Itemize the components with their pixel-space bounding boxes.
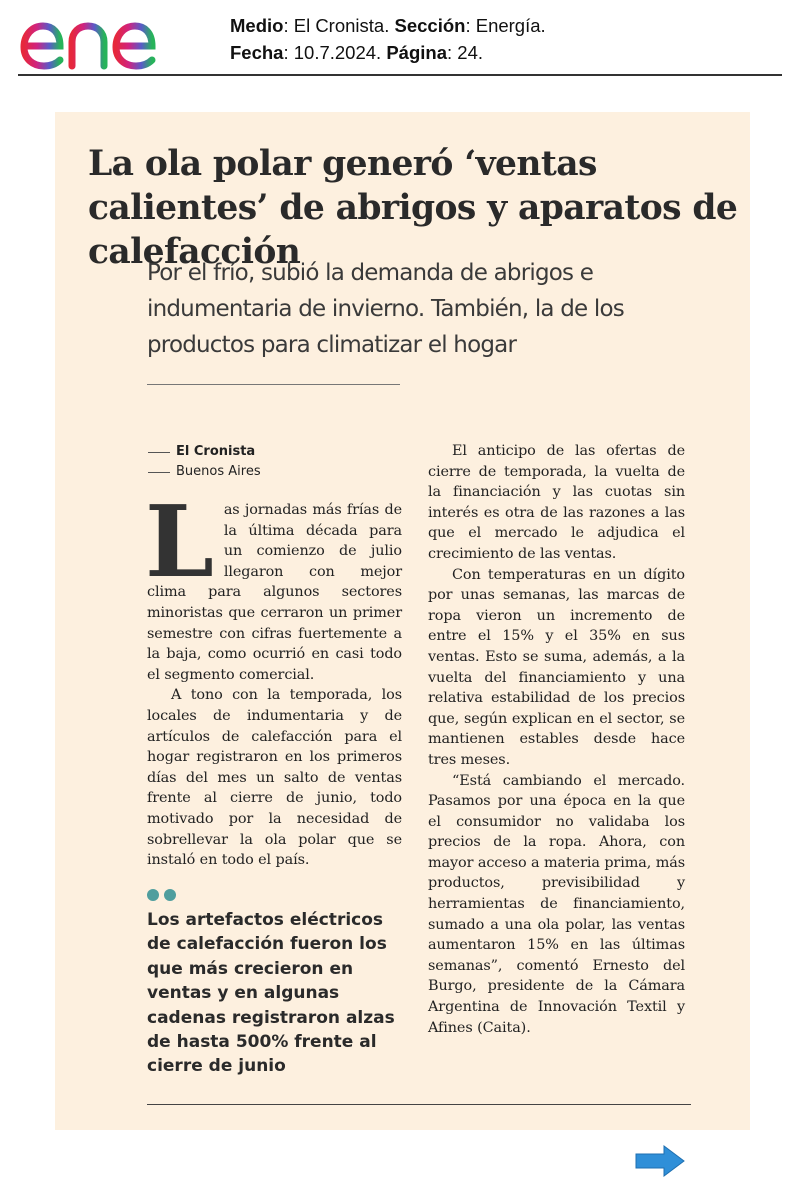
enel-logo	[16, 2, 196, 76]
header-divider	[18, 74, 782, 76]
page-header	[0, 0, 800, 78]
paragraph: “Está cambiando el mercado. Pasamos por una época en la que el consumidor no validaba los precios de la ropa. Ahora, con mayor acceso a materia prima, más productos, previsibilidad y herramientas de financiamiento, sumado a una ola polar, las ventas aumentaron 15% en las últimas semanas”, comentó Ernesto del Burgo, presidente de la Cámara Argentina de Innovación Textil y Afines (Caita).	[428, 772, 686, 1036]
pullquote-dots	[147, 889, 176, 901]
article-column-1	[145, 485, 402, 871]
deck-divider	[147, 384, 400, 385]
medio-line: Medio: El Cronista. Sección: Energía.	[230, 15, 546, 36]
article-bottom-rule	[147, 1104, 691, 1105]
fecha-line: Fecha: 10.7.2024. Página: 24.	[230, 42, 484, 63]
article-column-2	[428, 441, 685, 1038]
article-headline: La ola polar generó ‘ventas calientes’ de abrigos y aparatos de calefacción	[88, 144, 738, 272]
paragraph: A tono con la temporada, los locales de indumentaria y de artículos de calefacción para el hogar registraron en los primeros días del mes un salto de ventas frente al cierre de junio, todo motivado por la necesidad de sobrellevar la ola polar que se instaló en todo el país.	[147, 687, 402, 869]
paragraph: El anticipo de las ofertas de cierre de temporada, la vuelta de la financiación y las cuotas sin interés es otra de las razones a las que el mercado le adjudica el crecimiento de las ventas.	[428, 443, 685, 562]
arrow-right-icon[interactable]	[634, 1144, 686, 1178]
pullquote: Los artefactos eléctricos de calefacción fueron los que más crecieron en ventas y en algunas cadenas registraron alzas de hasta 500% frente al cierre de junio	[147, 910, 395, 1077]
drop-cap: L	[145, 485, 214, 600]
accent-dot	[164, 889, 176, 901]
accent-dot	[147, 889, 159, 901]
byline-dash	[148, 452, 170, 453]
byline	[148, 442, 261, 482]
paragraph: Las jornadas más frías de la última década para un comienzo de julio llegaron con mejor clima para algunos sectores minoristas que cerraron un primer semestre con cifras fuertemente a la baja, como ocurrió en casi todo el segmento comercial.	[145, 485, 402, 683]
article-deck: Por el frío, subió la demanda de abrigos e indumentaria de invierno. También, la de los productos para climatizar el hogar	[147, 260, 624, 358]
byline-source: El Cronista	[176, 444, 256, 459]
press-metadata	[230, 12, 546, 66]
paragraph: Con temperaturas en un dígito por unas semanas, las marcas de ropa vieron un incremento de entre el 15% y el 35% en sus ventas. Esto se suma, además, a la vuelta del financiamiento y una relativa estabilidad de los precios que, según explican en el sector, se mantienen estables desde hace tres meses.	[428, 566, 685, 768]
byline-place: Buenos Aires	[176, 464, 261, 479]
byline-dash	[148, 472, 170, 473]
